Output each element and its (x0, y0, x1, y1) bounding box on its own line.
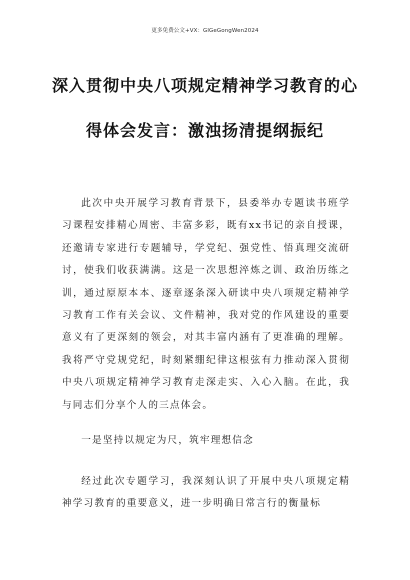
body-section-1 (62, 193, 350, 417)
header-note: 更多免费公文+VX：GlGeGongWen2024 (151, 28, 259, 34)
document-title-line-1: 深入贯彻中央八项规定精神学习教育的心 (51, 76, 358, 95)
body-paragraph: 此次中央开展学习教育背景下，县委举办专题读书班学习课程安排精心周密、丰富多彩，既有xx书记的亲自授课，还邀请专家进行专题辅导，学党纪、强党性、悟真理交流研讨，使我们收获满满。这是一次思想淬炼之训、政治历练之训，通过原原本本、逐章逐条深入研读中央八项规定精神学习教育工作有关会议、文件精神，我对党的作风建设的重要意义有了更深刻的领会，对其丰富内涵有了更准确的理解。我将严守党规党纪，时刻紧绷纪律这根弦有力推动深入贯彻中央八项规定精神学习教育走深走实、入心入脑。在此，我与同志们分享个人的三点体会。 (62, 198, 350, 411)
document-title-line-2: 得体会发言：激浊扬清提纲振纪 (85, 121, 324, 140)
section-heading: 一是坚持以规定为尺，筑牢理想信念 (81, 435, 254, 446)
body-section-2 (62, 471, 350, 516)
body-paragraph: 经过此次专题学习，我深刻认识了开展中央八项规定精神学习教育的重要意义，进一步明确日常言行的衡量标 (62, 476, 350, 510)
